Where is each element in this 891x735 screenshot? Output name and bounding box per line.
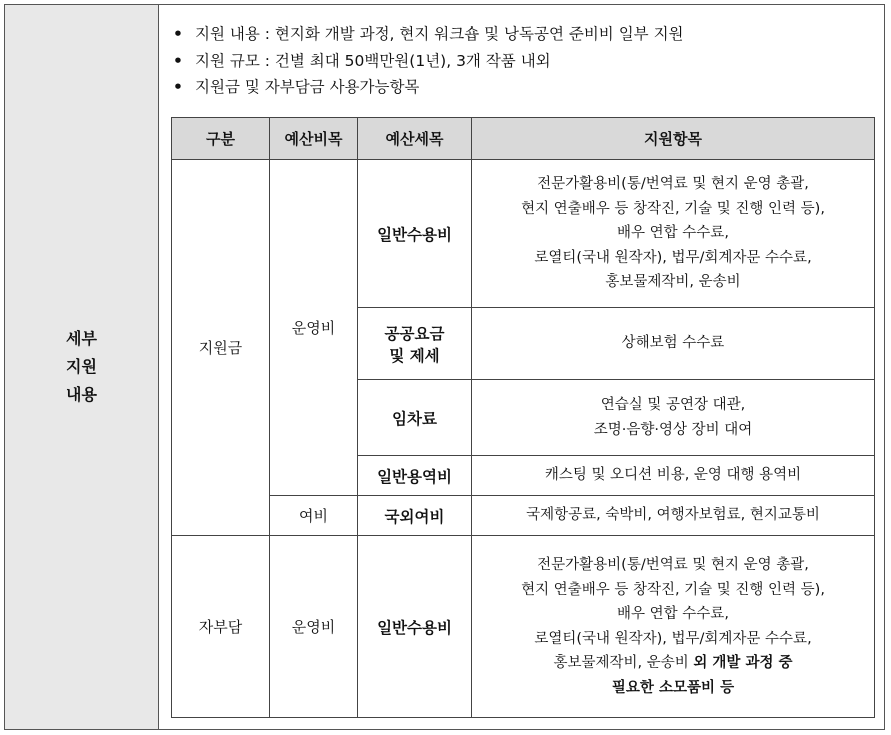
bullet-item <box>173 21 684 48</box>
item-line: 상해보험 수수료 <box>621 335 725 352</box>
item-line: 로열티(국내 원작자), 법무/회계자문 수수료, <box>534 249 812 266</box>
item-line: 조명·음향·영상 장비 대여 <box>593 421 753 438</box>
item-line: 배우 연합 수수료, <box>617 606 729 622</box>
item-line: 배우 연합 수수료, <box>617 225 729 242</box>
section-label-line: 내용 <box>66 385 97 404</box>
subitem-general-services: 일반용역비 <box>358 456 472 496</box>
subitem-general-supplies: 일반수용비 <box>358 536 472 718</box>
item-line: 현지 연출배우 등 창작진, 기술 및 진행 인력 등), <box>521 581 825 598</box>
section-label-line: 세부 <box>66 329 97 348</box>
item-line: 연습실 및 공연장 대관, <box>600 397 746 413</box>
content-cell <box>159 5 884 729</box>
bullet-marker: • <box>173 51 183 70</box>
section-label <box>66 325 97 409</box>
table-row <box>172 496 875 536</box>
item-line: 현지 연출배우 등 창작진, 기술 및 진행 인력 등), <box>521 200 825 217</box>
subitem-general-supplies: 일반수용비 <box>358 160 472 308</box>
header-budget-item: 예산비목 <box>270 118 358 160</box>
bullet-text: 지원 내용 : 현지화 개발 과정, 현지 워크숍 및 낭독공연 준비비 일부 지원 <box>195 25 684 43</box>
bullet-marker: • <box>173 25 183 43</box>
budget-item-operating: 운영비 <box>270 160 358 496</box>
item-text-bold: 외 개발 과정 중 <box>693 655 793 671</box>
support-items-cell <box>472 456 875 496</box>
header-support-items: 지원항목 <box>472 118 875 160</box>
item-line-bold: 필요한 소모품비 등 <box>611 679 735 696</box>
support-items-cell <box>472 160 875 308</box>
table-row <box>172 536 875 718</box>
bullet-list <box>173 21 684 101</box>
budget-item-operating: 운영비 <box>270 536 358 718</box>
budget-table <box>171 117 875 718</box>
item-line: 전문가활용비(통/번역료 및 현지 운영 총괄, <box>537 176 809 193</box>
subitem-line: 공공요금 <box>384 324 445 343</box>
section-label-cell <box>5 5 159 729</box>
item-line: 로열티(국내 원작자), 법무/회계자문 수수료, <box>534 630 812 647</box>
subitem-overseas-travel: 국외여비 <box>358 496 472 536</box>
bullet-item <box>173 48 684 75</box>
item-text: 홍보물제작비, 운송비 <box>553 655 689 671</box>
item-line: 홍보물제작비, 운송비 <box>605 274 741 291</box>
category-self-funding: 자부담 <box>172 536 270 718</box>
bullet-text: 지원금 및 자부담금 사용가능항목 <box>195 78 420 96</box>
item-line: 캐스팅 및 오디션 비용, 운영 대행 용역비 <box>544 467 802 484</box>
table-header-row <box>172 118 875 160</box>
bullet-text: 지원 규모 : 건별 최대 50백만원(1년), 3개 작품 내외 <box>195 51 551 70</box>
item-line <box>480 651 866 676</box>
support-items-cell <box>472 536 875 718</box>
budget-item-travel: 여비 <box>270 496 358 536</box>
header-category: 구분 <box>172 118 270 160</box>
item-line: 전문가활용비(통/번역료 및 현지 운영 총괄, <box>537 557 809 573</box>
support-items-cell <box>472 380 875 456</box>
header-budget-subitem: 예산세목 <box>358 118 472 160</box>
support-items-cell <box>472 496 875 536</box>
table-row <box>172 160 875 308</box>
subitem-line: 및 제세 <box>389 346 440 365</box>
bullet-item <box>173 74 684 101</box>
bullet-marker: • <box>173 78 183 96</box>
subitem-rent: 임차료 <box>358 380 472 456</box>
support-details-box <box>4 4 885 730</box>
subitem-public-charges <box>358 308 472 380</box>
item-line: 국제항공료, 숙박비, 여행자보험료, 현지교통비 <box>526 507 820 524</box>
category-support-funding: 지원금 <box>172 160 270 536</box>
section-label-line: 지원 <box>66 357 97 376</box>
support-items-cell <box>472 308 875 380</box>
